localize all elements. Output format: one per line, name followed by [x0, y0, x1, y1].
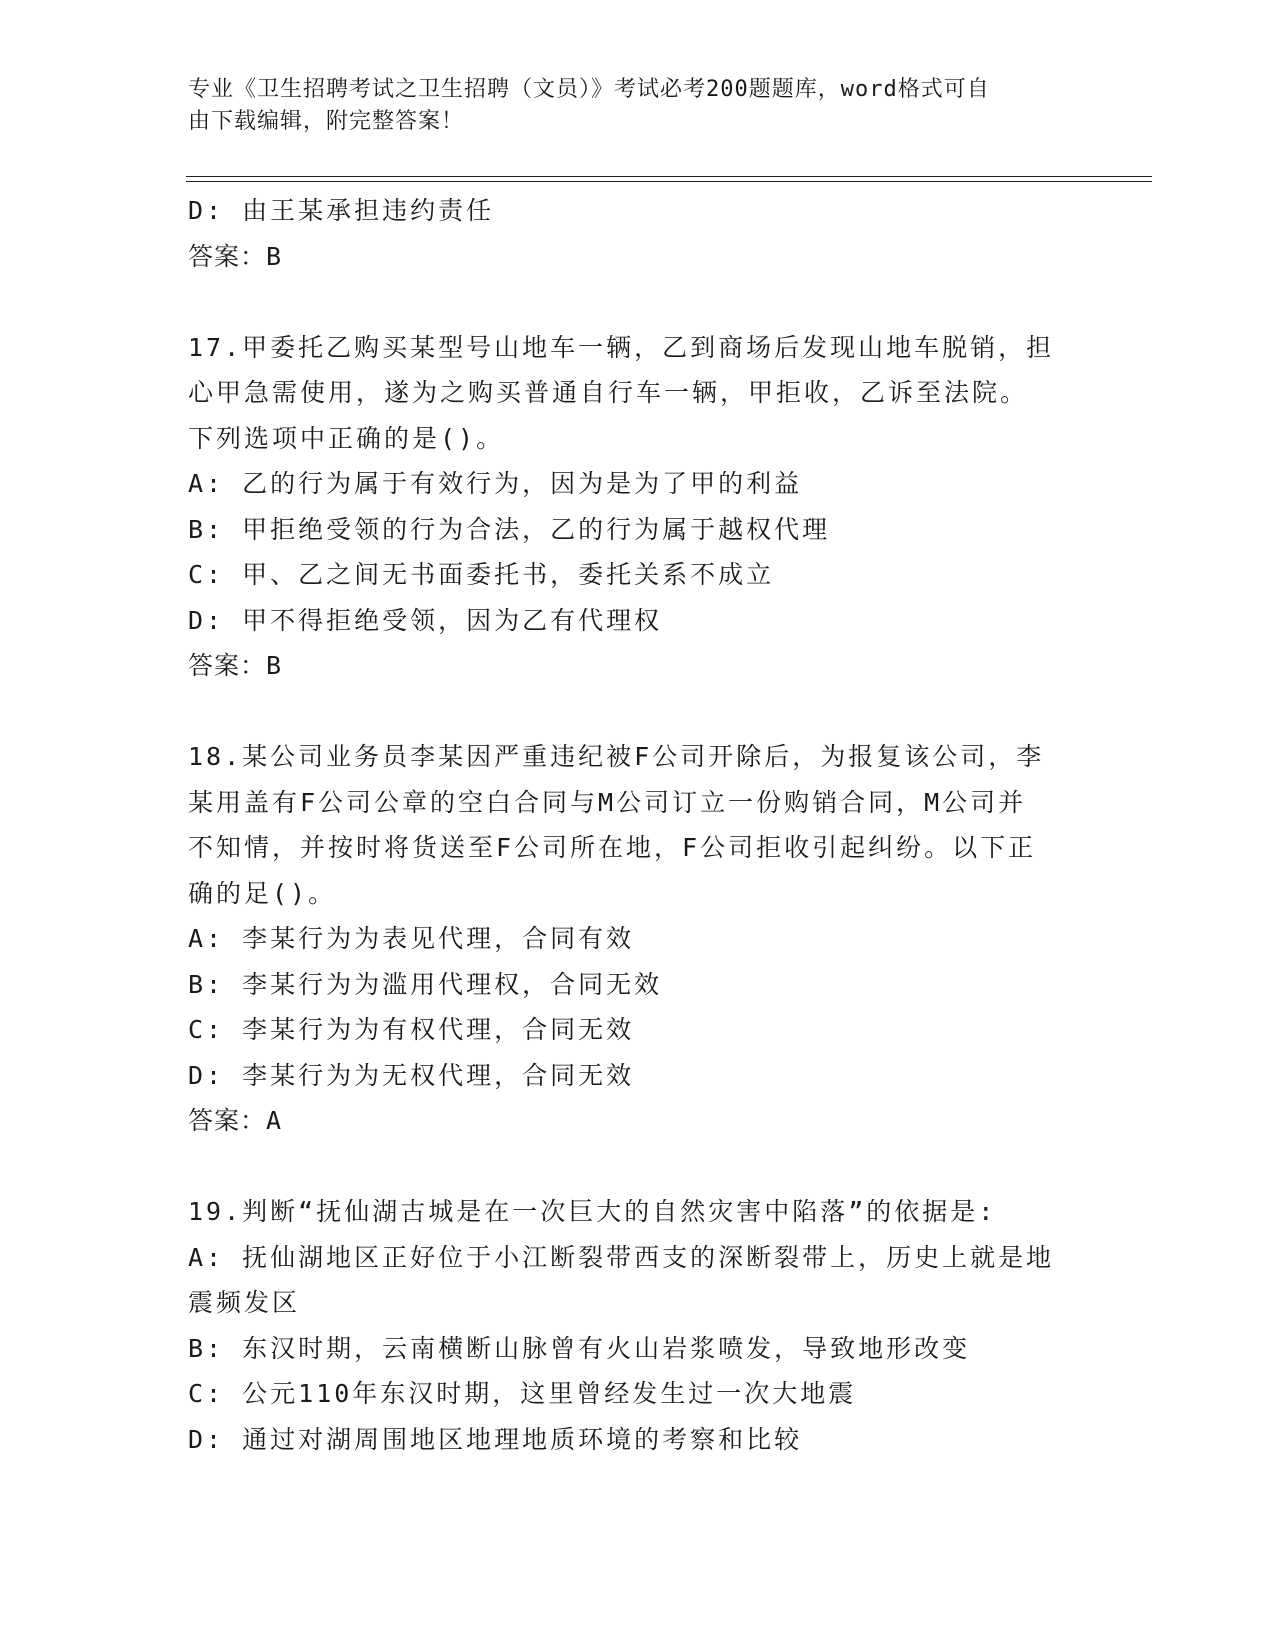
option-line: B: 甲拒绝受领的行为合法，乙的行为属于越权代理: [188, 514, 831, 544]
option-line: C: 公元110年东汉时期，这里曾经发生过一次大地震: [188, 1379, 857, 1408]
option-line: 震频发区: [188, 1288, 301, 1317]
option-d: D: 由王某承担违约责任: [188, 196, 495, 225]
question-stem-line: 18.某公司业务员李某因严重违纪被F公司开除后，为报复该公司，李: [188, 742, 1045, 771]
question-1: [188, 325, 1088, 735]
prev-question-tail: [188, 188, 1088, 279]
option-line: A: 抚仙湖地区正好位于小江断裂带西支的深断裂带上，历史上就是地: [188, 1242, 1055, 1272]
question-2: [188, 734, 1088, 1189]
option-line: C: 李某行为为有权代理，合同无效: [188, 1015, 635, 1044]
spacer: [188, 279, 1088, 325]
option-line: C: 甲、乙之间无书面委托书，委托关系不成立: [188, 560, 775, 589]
question-stem-line: 下列选项中正确的是()。: [188, 423, 505, 453]
option-line: B: 东汉时期，云南横断山脉曾有火山岩浆喷发，导致地形改变: [188, 1333, 971, 1363]
answer-line: 答案：A: [188, 1106, 283, 1135]
spacer: [188, 1144, 1088, 1190]
spacer: [188, 689, 1088, 735]
option-line: D: 通过对湖周围地区地理地质环境的考察和比较: [188, 1424, 803, 1454]
question-stem-line: 确的足()。: [188, 878, 337, 908]
answer-line: 答案：B: [188, 651, 283, 680]
question-stem-line: 17.甲委托乙购买某型号山地车一辆，乙到商场后发现山地车脱销，担: [188, 332, 1055, 362]
option-line: A: 乙的行为属于有效行为，因为是为了甲的利益: [188, 469, 803, 498]
question-stem-line: 19.判断“抚仙湖古城是在一次巨大的自然灾害中陷落”的依据是:: [188, 1197, 997, 1226]
option-line: D: 李某行为为无权代理，合同无效: [188, 1060, 635, 1090]
question-stem-line: 某用盖有F公司公章的空白合同与M公司订立一份购销合同，M公司并: [188, 787, 1027, 817]
question-3: [188, 1189, 1088, 1462]
header-title-line-1: 专业《卫生招聘考试之卫生招聘（文员）》考试必考200题题库，word格式可自: [188, 77, 990, 102]
document-body: [188, 188, 1088, 1462]
option-line: B: 李某行为为滥用代理权，合同无效: [188, 969, 663, 999]
document-header: [188, 74, 1068, 138]
question-stem-line: 不知情，并按时将货送至F公司所在地，F公司拒收引起纠纷。以下正: [188, 833, 1037, 862]
option-line: A: 李某行为为表见代理，合同有效: [188, 924, 635, 953]
header-rule-bottom: [186, 181, 1152, 182]
question-list: [188, 325, 1088, 1463]
question-stem-line: 心甲急需使用，遂为之购买普通自行车一辆，甲拒收，乙诉至法院。: [188, 378, 1029, 407]
header-title-line-2: 由下载编辑，附完整答案！: [188, 109, 465, 134]
option-line: D: 甲不得拒绝受领，因为乙有代理权: [188, 605, 663, 635]
answer-line: 答案：B: [188, 241, 283, 271]
header-rule-top: [186, 176, 1152, 177]
